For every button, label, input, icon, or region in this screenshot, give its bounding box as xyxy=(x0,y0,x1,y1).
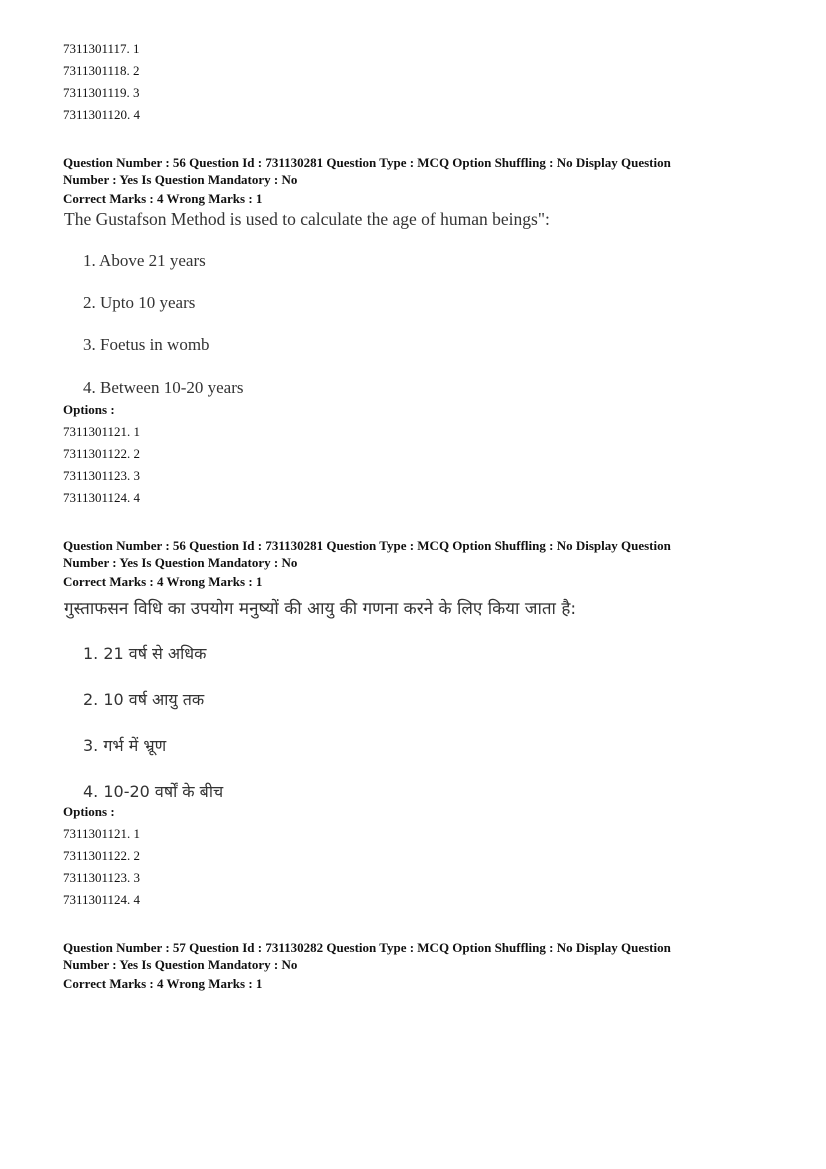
q3-meta xyxy=(63,939,763,973)
q3-meta-line2: Number : Yes Is Question Mandatory : No xyxy=(63,957,298,972)
prev-option-3: 7311301119. 3 xyxy=(63,85,140,100)
q2-option-1: 7311301121. 1 xyxy=(63,826,141,841)
q1-option-4: 7311301124. 4 xyxy=(63,490,141,505)
q1-marks: Correct Marks : 4 Wrong Marks : 1 xyxy=(63,191,263,206)
q2-marks: Correct Marks : 4 Wrong Marks : 1 xyxy=(63,574,263,589)
q1-meta-line2: Number : Yes Is Question Mandatory : No xyxy=(63,172,298,187)
q1-choice-1: 1. Above 21 years xyxy=(83,251,206,270)
q2-option-4: 7311301124. 4 xyxy=(63,892,141,907)
q3-meta-line1: Question Number : 57 Question Id : 731130282 Question Type : MCQ Option Shuffling : No Display Question xyxy=(63,940,671,955)
prev-option-2: 7311301118. 2 xyxy=(63,63,140,78)
q1-option-3: 7311301123. 3 xyxy=(63,468,141,483)
q2-question-text: गुस्ताफसन विधि का उपयोग मनुष्यों की आयु की गणना करने के लिए किया जाता है: xyxy=(64,599,577,619)
q2-options-label: Options : xyxy=(63,804,115,819)
q1-question-text: The Gustafson Method is used to calculate the age of human beings": xyxy=(64,209,550,229)
q2-choice-3: 3. गर्भ में भ्रूण xyxy=(83,736,167,755)
prev-option-4: 7311301120. 4 xyxy=(63,107,141,122)
q2-meta xyxy=(63,537,763,571)
q2-choice-1: 1. 21 वर्ष से अधिक xyxy=(83,644,207,663)
q3-marks: Correct Marks : 4 Wrong Marks : 1 xyxy=(63,976,263,991)
q2-meta-line2: Number : Yes Is Question Mandatory : No xyxy=(63,555,298,570)
q1-option-2: 7311301122. 2 xyxy=(63,446,141,461)
q2-option-3: 7311301123. 3 xyxy=(63,870,141,885)
q1-meta xyxy=(63,154,763,188)
q1-choice-2: 2. Upto 10 years xyxy=(83,293,196,312)
q2-option-2: 7311301122. 2 xyxy=(63,848,141,863)
q1-meta-line1: Question Number : 56 Question Id : 731130281 Question Type : MCQ Option Shuffling : No Display Question xyxy=(63,155,671,170)
q1-choice-4: 4. Between 10-20 years xyxy=(83,378,244,397)
q2-choice-2: 2. 10 वर्ष आयु तक xyxy=(83,690,205,709)
q2-meta-line1: Question Number : 56 Question Id : 731130281 Question Type : MCQ Option Shuffling : No Display Question xyxy=(63,538,671,553)
q2-choice-4: 4. 10-20 वर्षों के बीच xyxy=(83,782,224,801)
q1-choice-3: 3. Foetus in womb xyxy=(83,335,210,354)
q1-option-1: 7311301121. 1 xyxy=(63,424,141,439)
prev-option-1: 7311301117. 1 xyxy=(63,41,140,56)
q1-options-label: Options : xyxy=(63,402,115,417)
